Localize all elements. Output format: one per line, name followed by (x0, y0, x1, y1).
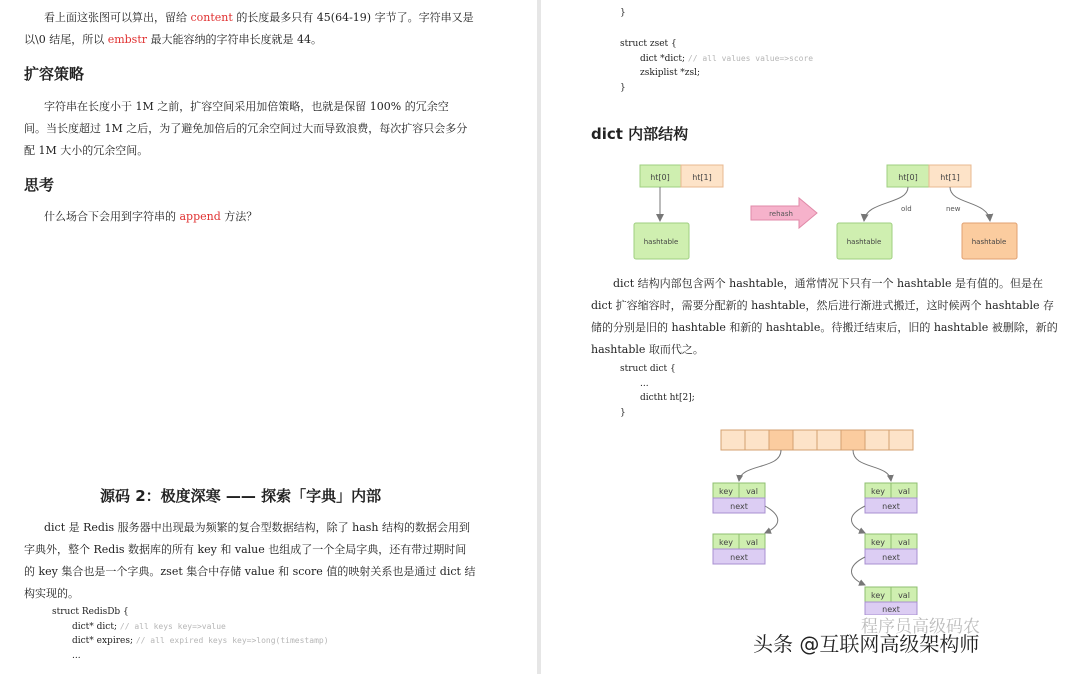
chapter-title: 源码 2：极度深寒 —— 探索「字典」内部 (100, 487, 382, 505)
bucket (721, 430, 745, 450)
key-label: key (718, 538, 734, 547)
arrow (852, 557, 866, 585)
expand-heading: 扩容策略 (24, 65, 85, 83)
code-line: struct zset { (620, 39, 677, 49)
arrow (853, 450, 891, 481)
entry-node (865, 534, 917, 564)
hashtable-label: hashtable (846, 238, 882, 246)
dict-para-line-2: dict 扩容缩容时，需要分配新的 hashtable，然后进行渐进式搬迁，这时候两个 hashtable 存 (591, 299, 1054, 312)
chapter-line-2: 字典外，整个 Redis 数据库的所有 key 和 value 也组成了一个全局字典，还有带过期时间 (24, 543, 467, 556)
bucket-array (721, 430, 913, 450)
arrow (765, 506, 778, 533)
key-label: key (870, 538, 886, 547)
entry-node (865, 587, 917, 615)
bucket (769, 430, 793, 450)
code-line: } (620, 8, 626, 18)
expand-line-3: 配 1M 大小的冗余空间。 (24, 144, 149, 157)
code-line: struct RedisDb { (52, 607, 129, 617)
bucket (745, 430, 769, 450)
ht0-label: ht[0] (898, 173, 918, 182)
right-page (541, 0, 1080, 674)
key-label: key (870, 487, 886, 496)
next-label: next (730, 502, 748, 511)
val-label: val (898, 591, 910, 600)
hashtable-chain-diagram (541, 425, 1080, 615)
left-page (0, 0, 537, 674)
code-line: dict* expires; // all expired keys key=>long(timestamp) (72, 636, 329, 646)
next-label: next (882, 553, 900, 562)
code-dict (620, 362, 695, 420)
code-line: } (620, 407, 626, 418)
intro-line-1: 看上面这张图可以算出，留给 content 的长度最多只有 45(64-19) 字节了。字符串又是 (44, 11, 474, 24)
entry-node (865, 483, 917, 513)
code-zset (620, 37, 813, 95)
new-label: new (946, 205, 961, 213)
val-label: val (898, 487, 910, 496)
dict-para-line-4: hashtable 取而代之。 (591, 343, 704, 356)
code-line: } (620, 82, 626, 93)
code-line: struct dict { (620, 364, 676, 374)
rehash-diagram (541, 155, 1080, 270)
dict-para-line-1: dict 结构内部包含两个 hashtable，通常情况下只有一个 hashtable 是有值的。但是在 (613, 277, 1043, 290)
arrow (950, 187, 990, 221)
code-redisdb (52, 605, 329, 663)
intro-line-2: 以\0 结尾，所以 embstr 最大能容纳的字符串长度就是 44。 (24, 33, 323, 46)
ht0-label: ht[0] (650, 173, 670, 182)
expand-line-2: 间。当长度超过 1M 之后，为了避免加倍后的冗余空间过大而导致浪费，每次扩容只会多分 (24, 122, 468, 135)
next-label: next (882, 502, 900, 511)
entry-node (713, 534, 765, 564)
watermark-top: 程序员高级码农 (861, 617, 980, 637)
old-label: old (901, 205, 912, 213)
hashtable-label: hashtable (643, 238, 679, 246)
bucket (865, 430, 889, 450)
watermark-main: 头条 @互联网高级架构师 (753, 632, 980, 656)
val-label: val (746, 487, 758, 496)
key-label: key (870, 591, 886, 600)
next-label: next (730, 553, 748, 562)
arrow (739, 450, 781, 481)
code-line: dictht ht[2]; (640, 393, 695, 403)
ht1-label: ht[1] (940, 173, 960, 182)
bucket (841, 430, 865, 450)
think-heading: 思考 (24, 176, 55, 194)
chapter-line-4: 构实现的。 (24, 587, 79, 600)
dict-section-heading: dict 内部结构 (591, 125, 689, 143)
expand-line-1: 字符串在长度小于 1M 之前，扩容空间采用加倍策略，也就是保留 100% 的冗余空 (44, 100, 449, 113)
next-label: next (882, 605, 900, 614)
bucket (793, 430, 817, 450)
code-line: dict *dict; // all values value=>score (640, 53, 814, 64)
key-label: key (718, 487, 734, 496)
val-label: val (898, 538, 910, 547)
arrow (864, 187, 908, 221)
chapter-line-1: dict 是 Redis 服务器中出现最为频繁的复合型数据结构，除了 hash 结构的数据会用到 (44, 521, 470, 534)
val-label: val (746, 538, 758, 547)
code-line: dict* dict; // all keys key=>value (72, 621, 226, 632)
bucket (817, 430, 841, 450)
code-line: ... (72, 650, 81, 661)
bucket (889, 430, 913, 450)
hashtable-label: hashtable (971, 238, 1007, 246)
dict-para-line-3: 储的分别是旧的 hashtable 和新的 hashtable。待搬迁结束后，旧的 hashtable 被删除，新的 (591, 321, 1058, 334)
arrow (852, 506, 866, 533)
code-line: zskiplist *zsl; (640, 68, 701, 78)
ht1-label: ht[1] (692, 173, 712, 182)
think-question: 什么场合下会用到字符串的 append 方法？ (44, 210, 258, 223)
rehash-label: rehash (769, 210, 793, 218)
chapter-line-3: 的 key 集合也是一个字典。zset 集合中存储 value 和 score 值的映射关系也是通过 dict 结 (24, 565, 476, 578)
code-line: ... (640, 378, 649, 389)
entry-node (713, 483, 765, 513)
